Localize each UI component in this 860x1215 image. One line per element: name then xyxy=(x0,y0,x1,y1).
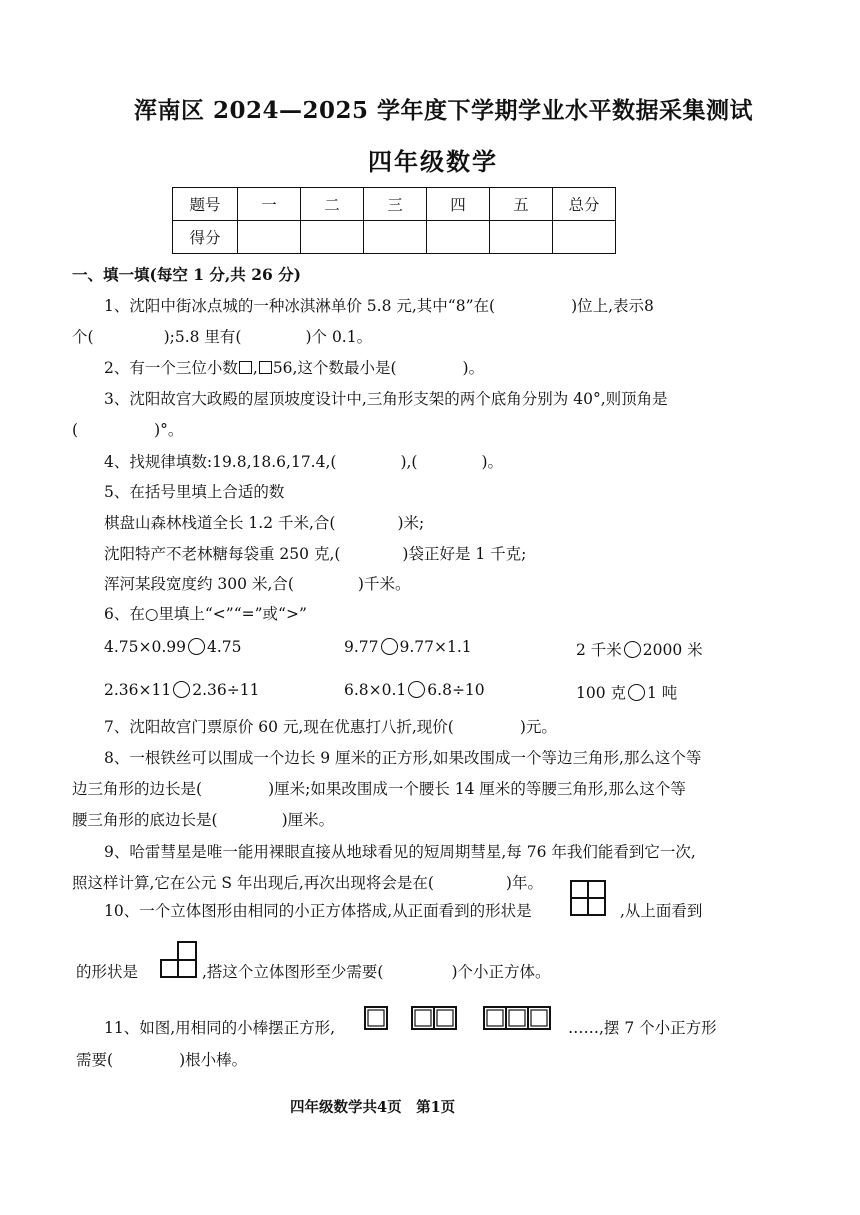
compare-item xyxy=(344,638,472,656)
score-table-score-row xyxy=(173,221,616,254)
compare-circle-blank[interactable] xyxy=(381,638,398,655)
score-table-cell xyxy=(238,221,301,254)
question-4 xyxy=(104,450,503,472)
compare-left: 2.36×11 xyxy=(104,681,172,699)
q1-text-d: );5.8 里有( xyxy=(163,328,242,346)
top-view-figure xyxy=(160,941,200,979)
compare-left: 100 克 xyxy=(576,684,627,702)
question-9-line-2 xyxy=(72,871,543,893)
q11-text: 需要( xyxy=(76,1051,114,1069)
compare-right: 4.75 xyxy=(207,638,242,656)
compare-left: 2 千米 xyxy=(576,641,622,659)
compare-right: 2000 米 xyxy=(642,641,703,659)
question-10-line-2a: 的形状是 xyxy=(76,963,139,981)
compare-circle-blank[interactable] xyxy=(624,641,641,658)
q2-text-d: )。 xyxy=(462,359,485,377)
compare-circle-blank[interactable] xyxy=(173,681,190,698)
question-1-line-2 xyxy=(72,325,372,347)
score-table-cell: 五 xyxy=(490,188,553,221)
compare-item xyxy=(576,681,677,703)
score-table-header-row xyxy=(173,188,616,221)
q2-text-c: 56,这个数最小是( xyxy=(272,359,397,377)
q1-text-b: )位上,表示8 xyxy=(571,297,654,315)
score-table-cell xyxy=(553,221,616,254)
section-heading: 一、填一填(每空 1 分,共 26 分) xyxy=(72,265,302,284)
question-1-line-1 xyxy=(104,294,654,316)
question-10-line-1b: ,从上面看到 xyxy=(620,902,703,920)
q11-text: )根小棒。 xyxy=(179,1051,248,1069)
compare-left: 6.8×0.1 xyxy=(344,681,407,699)
question-8-line-3 xyxy=(72,808,334,830)
score-table-cell: 题号 xyxy=(173,188,238,221)
q5-text: )米; xyxy=(397,514,425,532)
q1-text-c: 个( xyxy=(72,328,94,346)
score-table-cell xyxy=(364,221,427,254)
compare-item xyxy=(344,681,485,699)
score-table-cell: 一 xyxy=(238,188,301,221)
question-3-line-2 xyxy=(72,418,183,440)
compare-left: 9.77 xyxy=(344,638,379,656)
matchstick-squares-figure xyxy=(362,1004,552,1034)
question-5-line-2 xyxy=(104,542,526,564)
compare-right: 1 吨 xyxy=(647,684,678,702)
score-table-cell: 四 xyxy=(427,188,490,221)
score-table-cell xyxy=(490,221,553,254)
q5-text: )袋正好是 1 千克; xyxy=(402,545,527,563)
q8-text: )厘米。 xyxy=(281,811,335,829)
digit-box-icon xyxy=(239,361,252,374)
question-3-line-1: 3、沈阳故宫大政殿的屋顶坡度设计中,三角形支架的两个底角分别为 40°,则顶角是 xyxy=(104,390,668,408)
q9-text: )年。 xyxy=(505,874,543,892)
q8-text: )厘米;如果改围成一个腰长 14 厘米的等腰三角形,那么这个等 xyxy=(268,780,686,798)
compare-circle-blank[interactable] xyxy=(628,684,645,701)
q4-text-a: 4、找规律填数:19.8,18.6,17.4,( xyxy=(104,453,337,471)
q3-text-b: ( xyxy=(72,421,79,439)
question-9-line-1: 9、哈雷彗星是唯一能用裸眼直接从地球看见的短周期彗星,每 76 年我们能看到它一次, xyxy=(104,843,696,861)
compare-item xyxy=(104,638,242,656)
q7-text-a: 7、沈阳故宫门票原价 60 元,现在优惠打八折,现价( xyxy=(104,718,454,736)
score-table-cell xyxy=(301,221,364,254)
question-6-heading: 6、在○里填上“<”“=”或“>” xyxy=(104,605,307,623)
q9-text: 照这样计算,它在公元 S 年出现后,再次出现将会是在( xyxy=(72,874,434,892)
score-table-cell: 得分 xyxy=(173,221,238,254)
compare-left: 4.75×0.99 xyxy=(104,638,187,656)
q5-text: 沈阳特产不老林糖每袋重 250 克,( xyxy=(104,545,341,563)
q1-text-a: 1、沈阳中街冰点城的一种冰淇淋单价 5.8 元,其中“8”在( xyxy=(104,297,496,315)
question-5-line-3 xyxy=(104,572,410,594)
q10-text: )个小正方体。 xyxy=(451,963,551,981)
q2-text-a: 2、有一个三位小数 xyxy=(104,359,238,377)
score-table-cell xyxy=(427,221,490,254)
question-11-line-1a: 11、如图,用相同的小棒摆正方形, xyxy=(104,1019,336,1037)
q2-text-b: , xyxy=(252,359,258,377)
compare-right: 2.36÷11 xyxy=(192,681,260,699)
question-10-line-1: 10、一个立体图形由相同的小正方体搭成,从正面看到的形状是 xyxy=(104,902,532,920)
compare-right: 9.77×1.1 xyxy=(399,638,472,656)
page-footer: 四年级数学共4页 第1页 xyxy=(290,1099,456,1116)
question-5-line-1 xyxy=(104,511,424,533)
question-10-line-2 xyxy=(202,960,551,982)
score-table-cell: 总分 xyxy=(553,188,616,221)
q8-text: 腰三角形的底边长是( xyxy=(72,811,218,829)
exam-title: 浑南区 2024—2025 学年度下学期学业水平数据采集测试 xyxy=(134,97,754,124)
compare-circle-blank[interactable] xyxy=(188,638,205,655)
question-8-line-2 xyxy=(72,777,686,799)
compare-right: 6.8÷10 xyxy=(427,681,485,699)
q5-text: )千米。 xyxy=(357,575,411,593)
question-7 xyxy=(104,715,557,737)
compare-item xyxy=(576,638,703,660)
q8-text: 边三角形的边长是( xyxy=(72,780,203,798)
question-2 xyxy=(104,356,484,378)
digit-box-icon xyxy=(259,361,272,374)
score-table xyxy=(172,187,616,254)
score-table-cell: 二 xyxy=(301,188,364,221)
exam-subtitle: 四年级数学 xyxy=(368,147,498,176)
compare-item xyxy=(104,681,259,699)
q4-text-b: ),( xyxy=(400,453,418,471)
q4-text-c: )。 xyxy=(481,453,504,471)
q7-text-b: )元。 xyxy=(519,718,557,736)
q5-text: 浑河某段宽度约 300 米,合( xyxy=(104,575,294,593)
compare-circle-blank[interactable] xyxy=(408,681,425,698)
q3-text-c: )°。 xyxy=(154,421,184,439)
q1-text-e: )个 0.1。 xyxy=(305,328,373,346)
question-11-line-2 xyxy=(76,1048,247,1070)
question-11-line-1b: ……,摆 7 个小正方形 xyxy=(568,1019,717,1037)
q10-text: ,搭这个立体图形至少需要( xyxy=(202,963,384,981)
question-8-line-1: 8、一根铁丝可以围成一个边长 9 厘米的正方形,如果改围成一个等边三角形,那么这个等 xyxy=(104,749,702,767)
q5-text: 棋盘山森林栈道全长 1.2 千米,合( xyxy=(104,514,336,532)
question-5-heading: 5、在括号里填上合适的数 xyxy=(104,483,285,501)
score-table-cell: 三 xyxy=(364,188,427,221)
front-view-figure xyxy=(570,880,606,916)
